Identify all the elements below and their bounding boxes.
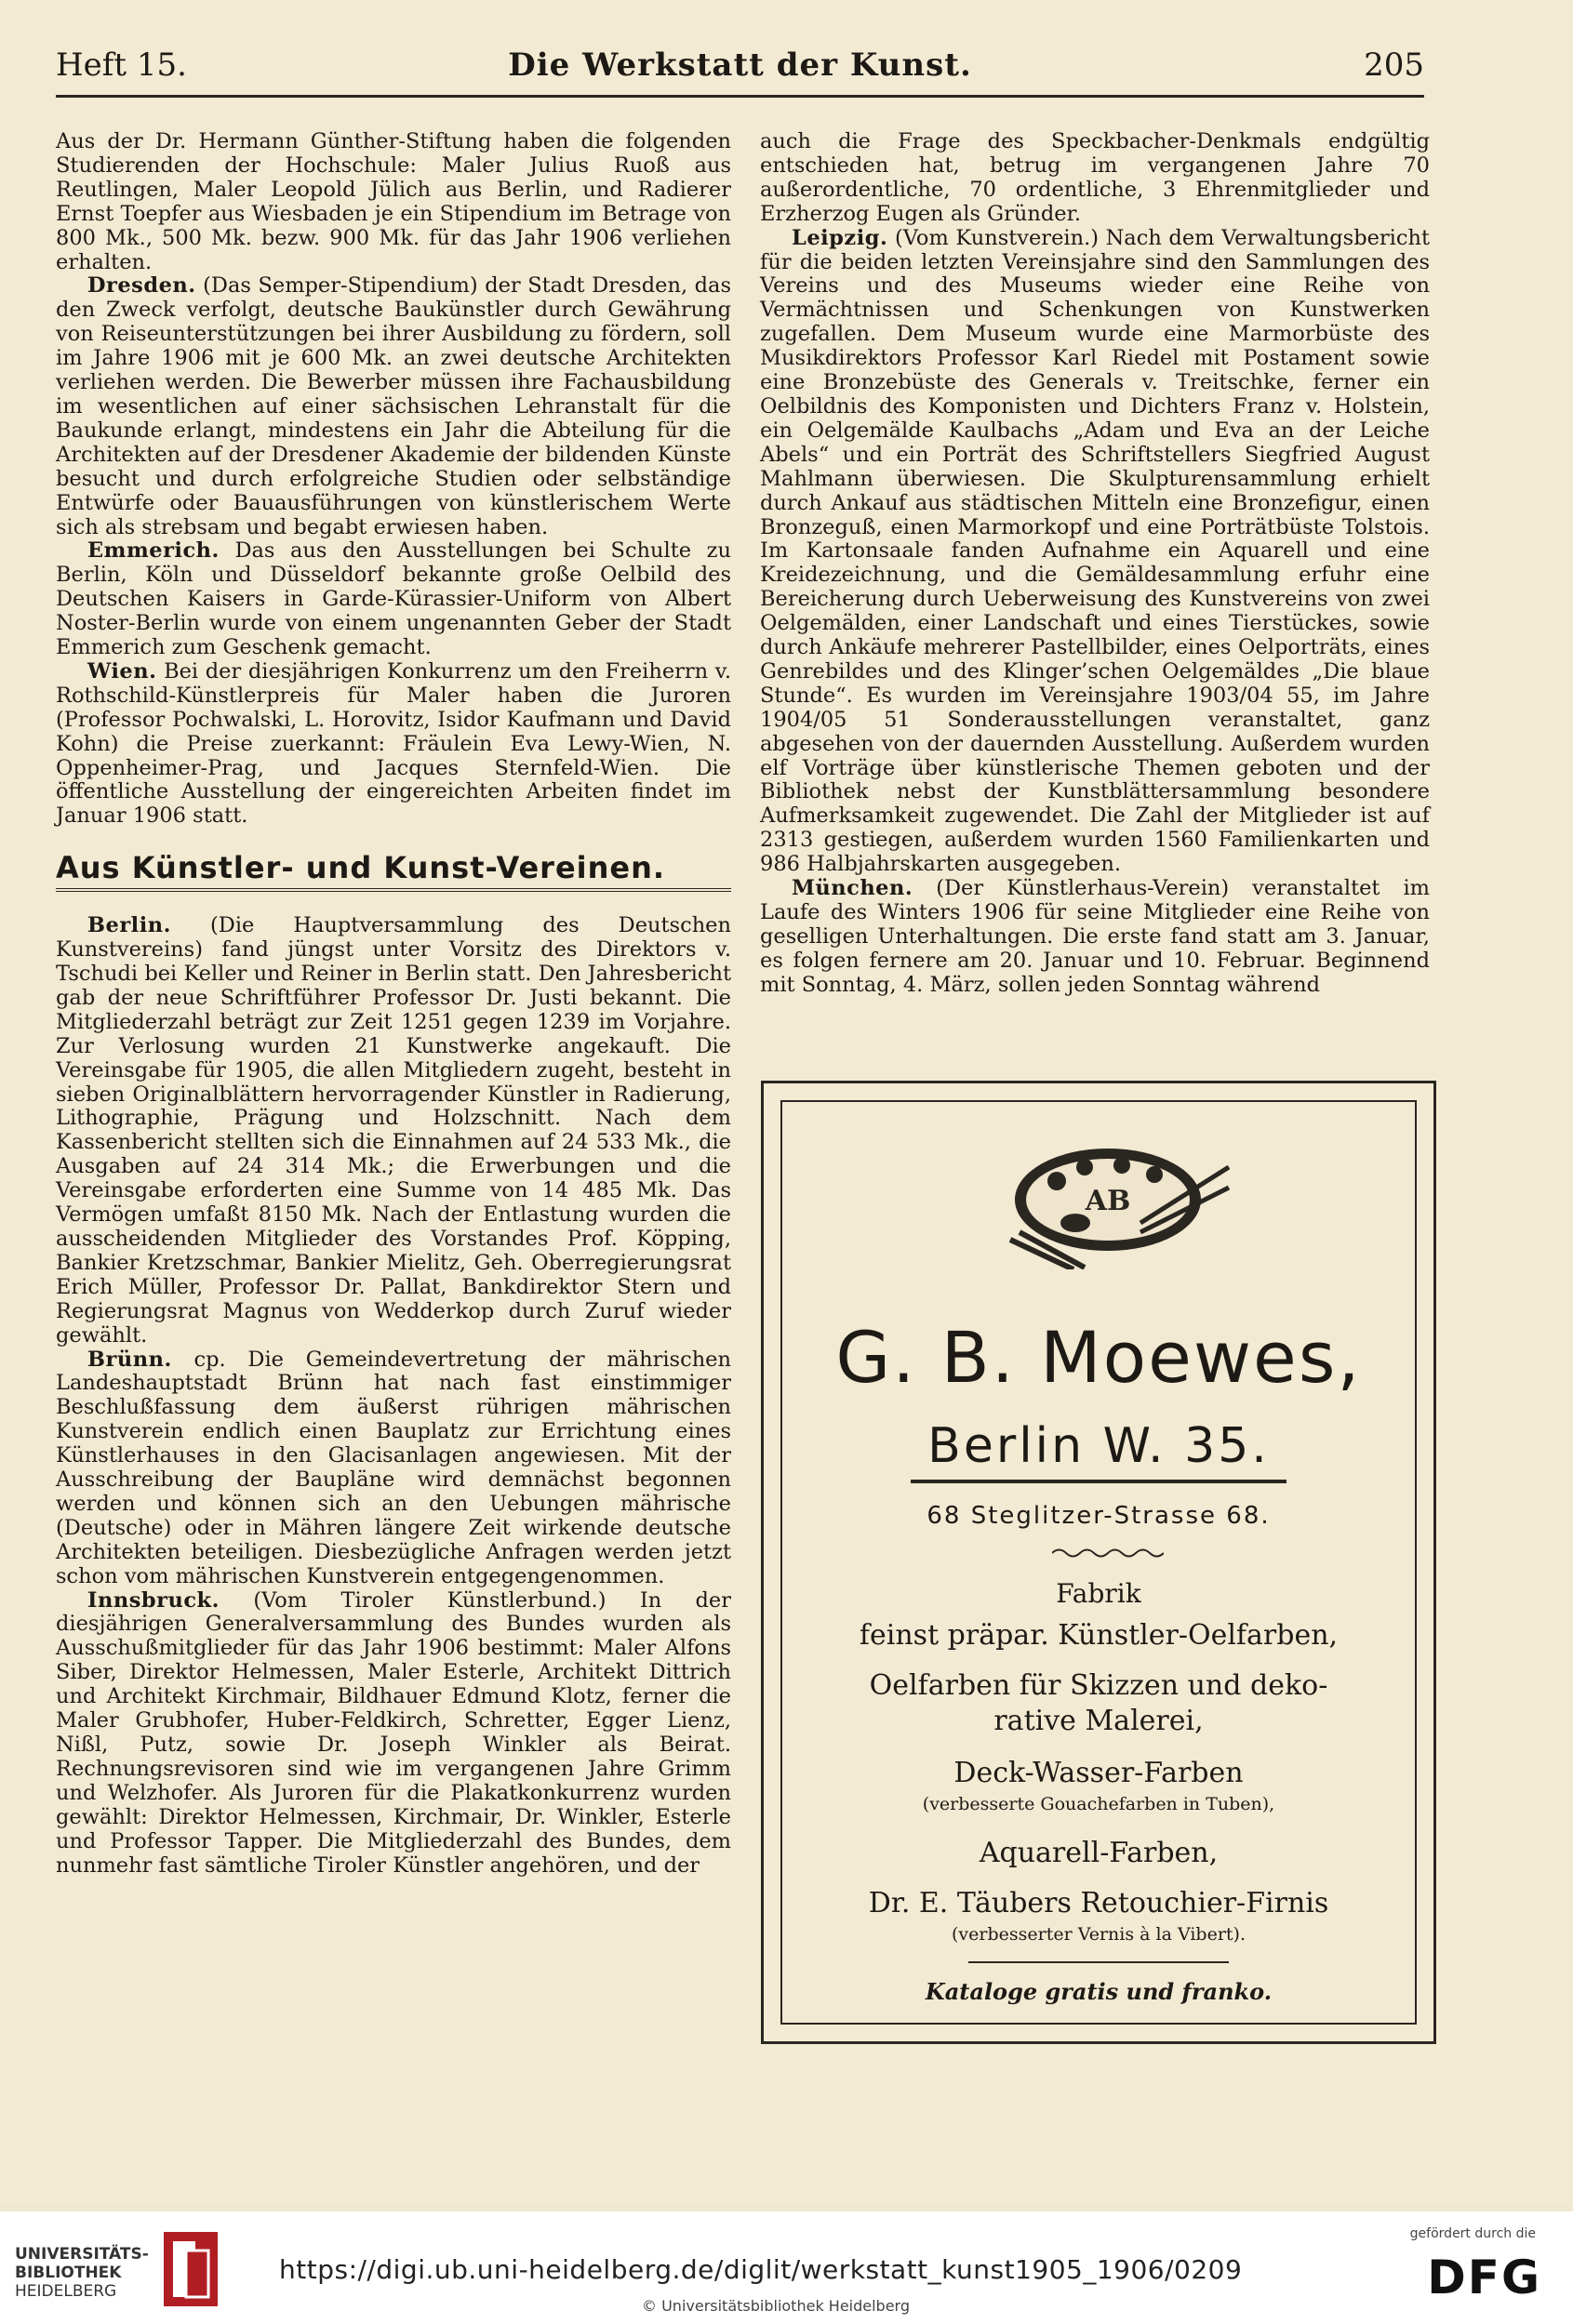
ad-product-line: Oelfarben für Skizzen und deko-	[869, 1669, 1328, 1702]
paragraph-lead: Dresden.	[87, 273, 196, 299]
university-logo-icon	[164, 2232, 218, 2306]
library-name-line: BIBLIOTHEK	[15, 2264, 122, 2282]
paragraph	[760, 130, 1430, 227]
wave-divider-icon	[1052, 1547, 1164, 1560]
paragraph-lead: München.	[792, 876, 913, 901]
paragraph-text: auch die Frage des Speckbacher-Denkmals endgültig entschieden hat, betrug im vergangenen Jahre 70 außerordentliche, 70 ordentliche, 3 Ehrenmitglieder und Erzherzog Eugen als Gründer.	[760, 129, 1430, 226]
paragraph-text: Bei der diesjährigen Konkurrenz um den Freiherrn v. Rothschild-Künstlerpreis für Maler haben die Juroren (Professor Pochwalski, L. Horovitz, Isidor Kaufmann und David Kohn) die Preise zuerkannt: Fräulein Eva Lewy-Wien, N. Oppenheimer-Prag, und Jacques Sternfeld-Wien. Die öffentliche Ausstellung der eingereichten Arbeiten findet im Januar 1906 statt.	[56, 658, 731, 829]
section-title: Aus Künstler- und Kunst-Vereinen.	[56, 857, 731, 892]
advertisement-frame	[780, 1100, 1417, 2025]
ad-product-note: (verbesserter Vernis à la Vibert).	[952, 1924, 1246, 1945]
paragraph	[56, 274, 731, 539]
ad-product-line: rative Malerei,	[993, 1705, 1204, 1737]
paragraph-lead: Berlin.	[87, 913, 171, 938]
paragraph	[760, 877, 1430, 998]
paragraph-lead: Wien.	[87, 658, 157, 684]
ad-fabrik: Fabrik	[1056, 1578, 1141, 1609]
paragraph-text: Das aus den Ausstellungen bei Schulte zu Berlin, Köln und Düsseldorf bekannte große Oelbild des Deutschen Kaisers in Garde-Kürassier-Uniform von Albert Noster-Berlin wurde von einem ungenannten Geber der Stadt Emmerich zum Geschenk gemacht.	[56, 538, 731, 660]
city-label: Berlin W. 35.	[911, 1418, 1286, 1483]
copyright-notice: © Universitätsbibliothek Heidelberg	[642, 2297, 911, 2315]
company-city	[782, 1418, 1415, 1483]
paragraph-text: Aus der Dr. Hermann Günther-Stiftung haben die folgenden Studierenden der Hochschule: Maler Julius Ruoß aus Reutlingen, Maler Leopold Jülich aus Berlin, und Radierer Ernst Toepfer aus Wiesbaden je ein Stipendium im Betrage von 800 Mk., 500 Mk. bezw. 900 Mk. für das Jahr 1906 verliehen erhalten.	[56, 129, 731, 274]
paragraph-text: (Das Semper-Stipendium) der Stadt Dresden, das den Zweck verfolgt, deutsche Baukünstler durch Gewährung von Reiseunterstützungen bei ihrer Ausbildung zu fördern, soll im Jahre 1906 mit je 600 Mk. an zwei deutsche Architekten verliehen werden. Die Bewerber müssen ihre Fachausbildung im wesentlichen auf einer sächsischen Lehranstalt für die Baukunde erlangt, mindestens ein Jahr die Abteilung für die Architekten auf der Dresdener Akademie der bildenden Künste besucht und durch erfolgreiche Studien oder selbständige Entwürfe oder Bauausführungen von künstlerischem Werte sich als strebsam und begabt erwiesen haben.	[56, 273, 731, 539]
paragraph	[56, 1589, 731, 1879]
paragraph	[56, 130, 731, 274]
ad-product-note: (verbesserte Gouachefarben in Tuben),	[922, 1794, 1275, 1814]
viewer-footer	[0, 2211, 1573, 2324]
paragraph	[760, 227, 1430, 877]
paragraph	[56, 1348, 731, 1589]
ad-divider	[968, 1961, 1229, 1963]
paragraph-lead: Emmerich.	[87, 538, 220, 564]
paragraph-lead: Innsbruck.	[87, 1587, 220, 1613]
ad-product-line: Deck-Wasser-Farben	[953, 1757, 1244, 1789]
page-number: 205	[1364, 46, 1424, 84]
funding-label: gefördert durch die	[1409, 2226, 1536, 2241]
paragraph-text: (Vom Kunstverein.) Nach dem Verwaltungsbericht für die beiden letzten Vereinsjahre sind den Sammlungen des Vereins und des Museums wieder eine Reihe von Vermächtnissen und Schenkungen von Kunstwerken zugefallen. Dem Museum wurde eine Marmorbüste des Musikdirektors Professor Karl Riedel mit Postament sowie eine Bronzebüste des Generals v. Treitschke, ferner ein Oelbildnis des Komponisten und Dichters Franz v. Holstein, ein Oelgemälde Kaulbachs „Adam und Eva an der Leiche Abels“ und ein Porträt des Schriftstellers Siegfried August Mahlmann überwiesen. Die Skulpturensammlung erhielt durch Ankauf aus städtischen Mitteln eine Bronzefigur, einen Bronzeguß, einen Marmorkopf und eine Porträtbüste Tolstois. Im Kartonsaale fanden Aufnahme ein Aquarell und eine Kreidezeichnung, und die Gemäldesammlung erfuhr eine Bereicherung durch Ueberweisung des Kunstvereins von zwei Oelgemälden, einer Landschaft und eines Tierstückes, sowie durch Ankäufe mehrerer Pastellbilder, eines Oelporträts, eines Genrebildes und des Klinger’schen Oelgemäldes „Die blaue Stunde“. Es wurden im Vereinsjahre 1903/04 55, im Jahre 1904/05 51 Sonderausstellungen veranstaltet, ganz abgesehen von der dauernden Ausstellung. Außerdem wurden elf Vorträge über künstlerische Themen geboten und der Bibliothek nebst der Kunstblättersammlung besondere Aufmerksamkeit zugewendet. Die Zahl der Mitglieder ist auf 2313 gestiegen, außerdem wurden 1560 Familienkarten und 986 Halbjahrskarten ausgegeben.	[760, 225, 1431, 877]
paragraph-text: cp. Die Gemeindevertretung der mährischen Landeshauptstadt Brünn hat nach fast einstimmiger Beschlußfassung dem äußerst rührigen mährischen Kunstverein endlich einen Bauplatz zur Errichtung eines Künstlerhauses in den Glacisanlagen angewiesen. Mit der Ausschreibung der Baupläne wird demnächst begonnen werden und können sich an den Uebungen mährische (Deutsche) oder in Mähren längere Zeit wirkende deutsche Architekten beteiligen. Diesbezügliche Anfragen werden jetzt schon vom mährischen Kunstverein entgegengenommen.	[56, 1347, 731, 1588]
palette-logo-icon	[1001, 1130, 1233, 1269]
library-name-line: HEIDELBERG	[15, 2282, 117, 2301]
monogram: AB	[1085, 1185, 1131, 1217]
dfg-logo: DFG	[1427, 2251, 1541, 2304]
journal-title: Die Werkstatt der Kunst.	[508, 46, 972, 84]
running-header	[56, 41, 1424, 98]
library-name	[15, 2245, 149, 2301]
paragraph-lead: Leipzig.	[792, 225, 888, 250]
issue-number: Heft 15.	[56, 46, 187, 84]
ad-product-line: Dr. E. Täubers Retouchier-Firnis	[868, 1887, 1329, 1919]
ad-product-line: feinst präpar. Künstler-Oelfarben,	[859, 1619, 1339, 1652]
paragraph-text: (Der Künstlerhaus-Verein) veranstaltet im Laufe des Winters 1906 für seine Mitglieder eine Reihe von geselligen Unterhaltungen. Die erste fand statt am 3. Januar, es folgen fernere am 20. Januar und 10. Februar. Beginnend mit Sonntag, 4. März, sollen jeden Sonntag während	[760, 876, 1430, 997]
advertisement	[761, 1081, 1436, 2044]
right-column	[760, 130, 1430, 998]
library-name-line: UNIVERSITÄTS-	[15, 2245, 149, 2264]
permalink-url[interactable]: https://digi.ub.uni-heidelberg.de/diglit/werkstatt_kunst1905_1906/0209	[279, 2254, 1243, 2285]
paragraph-text: (Vom Tiroler Künstlerbund.) In der diesjährigen Generalversammlung des Bundes wurden als Ausschußmitglieder für das Jahr 1906 bestimmt: Maler Alfons Siber, Direktor Helmessen, Maler Esterle, Architekt Dittrich und Architekt Kirchmair, Bildhauer Edmund Klotz, ferner die Maler Grubhofer, Huber-Feldkirch, Schretter, Egger Lienz, Nißl, Putz, sowie Dr. Joseph Winkler als Beirat. Rechnungsrevisoren sind wie im vergangenen Jahre Grimm und Welzhofer. Als Juroren für die Plakatkonkurrenz wurden gewählt: Direktor Helmessen, Kirchmair, Dr. Winkler, Esterle und Professor Tapper. Die Mitgliederzahl des Bundes, dem nunmehr fast sämtliche Tiroler Künstler angehören, und der	[56, 1587, 732, 1878]
paragraph-lead: Brünn.	[87, 1347, 172, 1372]
left-column	[56, 130, 731, 1878]
paragraph	[56, 914, 731, 1348]
street-address: 68 Steglitzer-Strasse 68.	[926, 1502, 1271, 1530]
ad-product-line: Aquarell-Farben,	[979, 1837, 1219, 1869]
paragraph	[56, 660, 731, 829]
catalog-note: Kataloge gratis und franko.	[925, 1978, 1273, 2005]
paragraph-text: (Die Hauptversammlung des Deutschen Kunstvereins) fand jüngst unter Vorsitz des Direktors v. Tschudi bei Keller und Reiner in Berlin statt. Den Jahresbericht gab der neue Schriftführer Professor Dr. Justi bekannt. Die Mitgliederzahl beträgt zur Zeit 1251 gegen 1239 im Vorjahre. Zur Verlosung wurden 21 Kunstwerke angekauft. Die Vereinsgabe für 1905, die allen Mitgliedern zugeht, besteht in sieben Originalblättern hervorragender Künstler in Radierung, Lithographie, Prägung und Holzschnitt. Nach dem Kassenbericht stellten sich die Einnahmen auf 24 533 Mk., die Ausgaben auf 24 314 Mk.; die Erwerbungen und die Vereinsgabe erforderten eine Summe von 14 485 Mk. Das Vermögen umfaßt 8150 Mk. Nach der Entlastung wurden die ausscheidenden Mitglieder des Vorstandes Prof. Köpping, Bankier Kretzschmar, Bankier Mielitz, Geh. Oberregierungsrat Erich Müller, Professor Dr. Pallat, Bankdirektor Stern und Regierungsrat Magnus von Wedderkop durch Zuruf wieder gewählt.	[56, 913, 731, 1348]
paragraph	[56, 539, 731, 660]
company-name: G. B. Moewes,	[835, 1316, 1362, 1399]
